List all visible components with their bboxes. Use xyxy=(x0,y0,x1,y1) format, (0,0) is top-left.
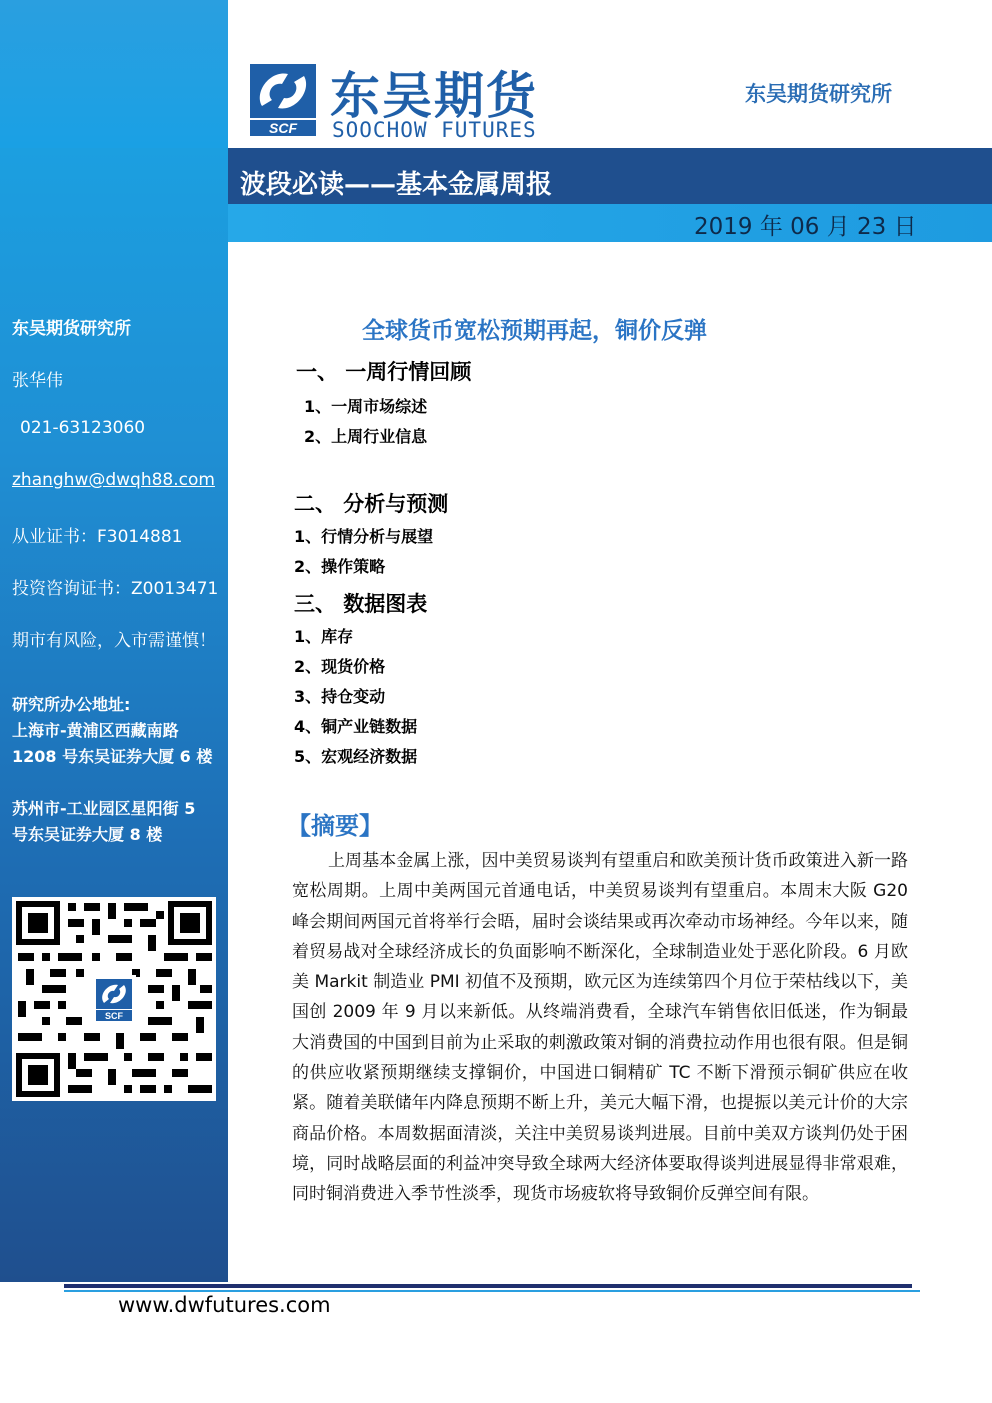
address-label: 研究所办公地址: xyxy=(12,695,131,714)
sidebar-top-block xyxy=(0,0,228,148)
section-1-item-2: 2、上周行业信息 xyxy=(304,427,428,446)
section-3-item-1: 1、库存 xyxy=(294,627,354,646)
institute-name: 东吴期货研究所 xyxy=(745,82,892,106)
qr-logo-text: SCF xyxy=(105,1011,123,1021)
section-heading-3: 三、 数据图表 xyxy=(294,592,428,616)
summary-paragraph: 上周基本金属上涨，因中美贸易谈判有望重启和欧美预计货币政策进入新一路宽松周期。上周中美两国元首通电话，中美贸易谈判有望重启。本周末大阪 G20 峰会期间两国元首将举行会晤，届时会谈结果或再次牵动市场神经。今年以来，随着贸易战对全球经济成长的负面影响不断深化，全球制造业处于恶化阶段。6 月欧美 Markit 制造业 PMI 初值不及预期，欧元区为连续第四个月位于荣枯线以下，美国创 2009 年 9 月以来新低。从终端消费看，全球汽车销售依旧低迷，作为铜最大消费国的中国到目前为止采取的刺激政策对铜的消费拉动作用也很有限。但是铜的供应收紧预期继续支撑铜价，中国进口铜精矿 TC 不断下滑预示铜矿供应在收紧。随着美联储年内降息预期不断上升，美元大幅下滑，也提振以美元计价的大宗商品价格。本周数据面清淡，关注中美贸易谈判进展。目前中美双方谈判仍处于困境，同时战略层面的利益冲突导致全球两大经济体要取得谈判进展显得非常艰难，同时铜消费进入季节性淡季，现货市场疲软将导致铜价反弹空间有限。 xyxy=(292,851,908,1205)
section-2-item-2: 2、操作策略 xyxy=(294,557,386,576)
address-suzhou-line1: 苏州市-工业园区星阳街 5 xyxy=(12,799,196,818)
section-3-item-4: 4、铜产业链数据 xyxy=(294,717,418,736)
sidebar-institute: 东吴期货研究所 xyxy=(12,319,131,339)
section-2-item-1: 1、行情分析与展望 xyxy=(294,527,434,546)
footer-divider-accent xyxy=(64,1290,920,1292)
analyst-email-link[interactable]: zhanghw@dwqh88.com xyxy=(12,470,215,490)
report-date: 2019 年 06 月 23 日 xyxy=(694,214,917,240)
footer-website-link[interactable]: www.dwfutures.com xyxy=(118,1293,331,1317)
address-shanghai-line1: 上海市-黄浦区西藏南路 xyxy=(12,721,179,740)
logo-mark-text: SCF xyxy=(269,120,297,136)
report-title: 波段必读——基本金属周报 xyxy=(240,170,553,200)
section-1-item-1: 1、一周市场综述 xyxy=(304,397,428,416)
footer-divider xyxy=(64,1284,912,1288)
logo-subtitle: SOOCHOW FUTURES xyxy=(332,118,537,142)
section-3-item-2: 2、现货价格 xyxy=(294,657,386,676)
logo-title: 东吴期货 xyxy=(330,67,538,125)
practice-cert: 从业证书：F3014881 xyxy=(12,527,183,547)
headline: 全球货币宽松预期再起，铜价反弹 xyxy=(362,318,707,344)
address-shanghai-line2: 1208 号东吴证券大厦 6 楼 xyxy=(12,747,213,766)
section-heading-1: 一、 一周行情回顾 xyxy=(296,360,472,384)
address-suzhou-line2: 号东吴证券大厦 8 楼 xyxy=(12,825,163,844)
analyst-name: 张华伟 xyxy=(12,371,63,391)
qr-code-icon xyxy=(12,897,216,1101)
summary-label: 【摘要】 xyxy=(287,812,383,840)
consult-cert: 投资咨询证书：Z0013471 xyxy=(12,579,219,599)
section-3-item-3: 3、持仓变动 xyxy=(294,687,386,706)
section-heading-2: 二、 分析与预测 xyxy=(294,492,449,516)
analyst-phone: 021-63123060 xyxy=(20,418,146,438)
section-3-item-5: 5、宏观经济数据 xyxy=(294,747,418,766)
company-logo-icon xyxy=(248,62,320,138)
risk-warning: 期市有风险，入市需谨慎！ xyxy=(12,631,216,651)
